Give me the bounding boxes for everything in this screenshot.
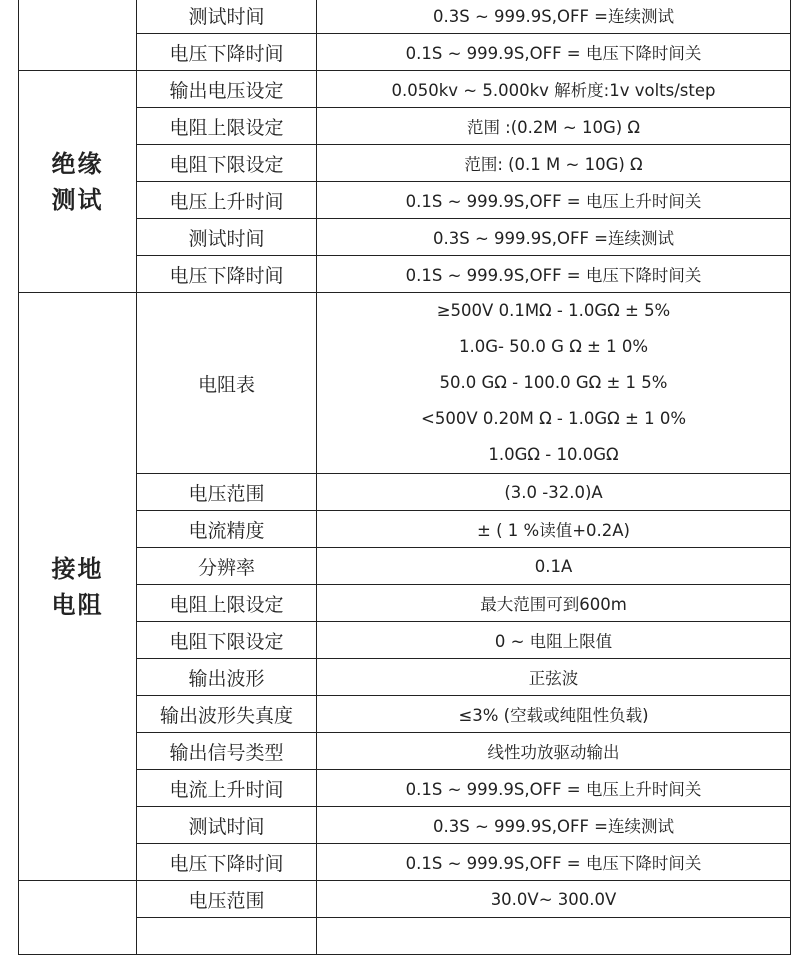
value-cell: 0.050kv ~ 5.000kv 解析度:1v volts/step xyxy=(317,71,791,108)
value-cell: ± ( 1 %读值+0.2A) xyxy=(317,511,791,548)
value-cell: 0.3S ~ 999.9S,OFF =连续测试 xyxy=(317,807,791,844)
param-cell: 测试时间 xyxy=(137,0,317,34)
value-cell: 正弦波 xyxy=(317,659,791,696)
table-row xyxy=(19,71,791,108)
value-cell: 最大范围可到600m xyxy=(317,585,791,622)
value-cell-multiline xyxy=(317,293,791,474)
param-cell xyxy=(137,918,317,955)
param-cell: 分辨率 xyxy=(137,548,317,585)
param-cell: 电压下降时间 xyxy=(137,844,317,881)
group-cell-insulation xyxy=(19,71,137,293)
value-cell: 0.1S ~ 999.9S,OFF = 电压下降时间关 xyxy=(317,844,791,881)
value-line: 50.0 GΩ - 100.0 GΩ ± 1 5% xyxy=(439,373,668,392)
param-cell: 输出电压设定 xyxy=(137,71,317,108)
param-cell: 输出波形失真度 xyxy=(137,696,317,733)
param-cell: 电流上升时间 xyxy=(137,770,317,807)
param-cell: 电阻上限设定 xyxy=(137,585,317,622)
value-cell xyxy=(317,918,791,955)
value-cell: 0 ~ 电阻上限值 xyxy=(317,622,791,659)
param-cell: 电流精度 xyxy=(137,511,317,548)
param-cell: 电阻上限设定 xyxy=(137,108,317,145)
param-cell: 测试时间 xyxy=(137,219,317,256)
group-cell-next xyxy=(19,881,137,955)
value-cell: 0.1S ~ 999.9S,OFF = 电压上升时间关 xyxy=(317,770,791,807)
group-cell-ground xyxy=(19,293,137,881)
value-cell: ≤3% (空载或纯阻性负载) xyxy=(317,696,791,733)
table-row xyxy=(19,881,791,918)
param-cell: 电阻下限设定 xyxy=(137,622,317,659)
value-line: <500V 0.20M Ω - 1.0GΩ ± 1 0% xyxy=(421,409,686,428)
value-cell: 范围 :(0.2M ~ 10G) Ω xyxy=(317,108,791,145)
param-cell: 电压范围 xyxy=(137,881,317,918)
param-cell: 测试时间 xyxy=(137,807,317,844)
param-cell: 电压范围 xyxy=(137,474,317,511)
param-cell: 输出波形 xyxy=(137,659,317,696)
param-cell: 电阻表 xyxy=(137,293,317,474)
value-line: 1.0G- 50.0 G Ω ± 1 0% xyxy=(458,337,649,356)
param-cell: 电压上升时间 xyxy=(137,182,317,219)
value-cell: 0.3S ~ 999.9S,OFF =连续测试 xyxy=(317,219,791,256)
param-cell: 输出信号类型 xyxy=(137,733,317,770)
value-cell: 线性功放驱动输出 xyxy=(317,733,791,770)
value-cell: 范围: (0.1 M ~ 10G) Ω xyxy=(317,145,791,182)
table-row xyxy=(19,0,791,34)
param-cell: 电压下降时间 xyxy=(137,34,317,71)
value-cell: 0.1S ~ 999.9S,OFF = 电压下降时间关 xyxy=(317,256,791,293)
value-cell: 0.1S ~ 999.9S,OFF = 电压下降时间关 xyxy=(317,34,791,71)
param-cell: 电压下降时间 xyxy=(137,256,317,293)
value-cell: 0.1S ~ 999.9S,OFF = 电压上升时间关 xyxy=(317,182,791,219)
value-line: 1.0GΩ - 10.0GΩ xyxy=(488,445,619,464)
group-name-line: 测试 xyxy=(51,185,104,214)
group-name-line: 绝缘 xyxy=(51,149,104,178)
value-cell: (3.0 -32.0)A xyxy=(317,474,791,511)
value-cell: 0.1A xyxy=(317,548,791,585)
param-cell: 电阻下限设定 xyxy=(137,145,317,182)
spec-table xyxy=(18,0,791,955)
table-row xyxy=(19,293,791,474)
group-name-line: 接地 xyxy=(51,554,104,583)
value-cell: 30.0V~ 300.0V xyxy=(317,881,791,918)
group-cell-previous xyxy=(19,0,137,71)
group-name-line: 电阻 xyxy=(51,590,104,619)
value-cell: 0.3S ~ 999.9S,OFF =连续测试 xyxy=(317,0,791,34)
value-line: ≥500V 0.1MΩ - 1.0GΩ ± 5% xyxy=(436,301,671,320)
